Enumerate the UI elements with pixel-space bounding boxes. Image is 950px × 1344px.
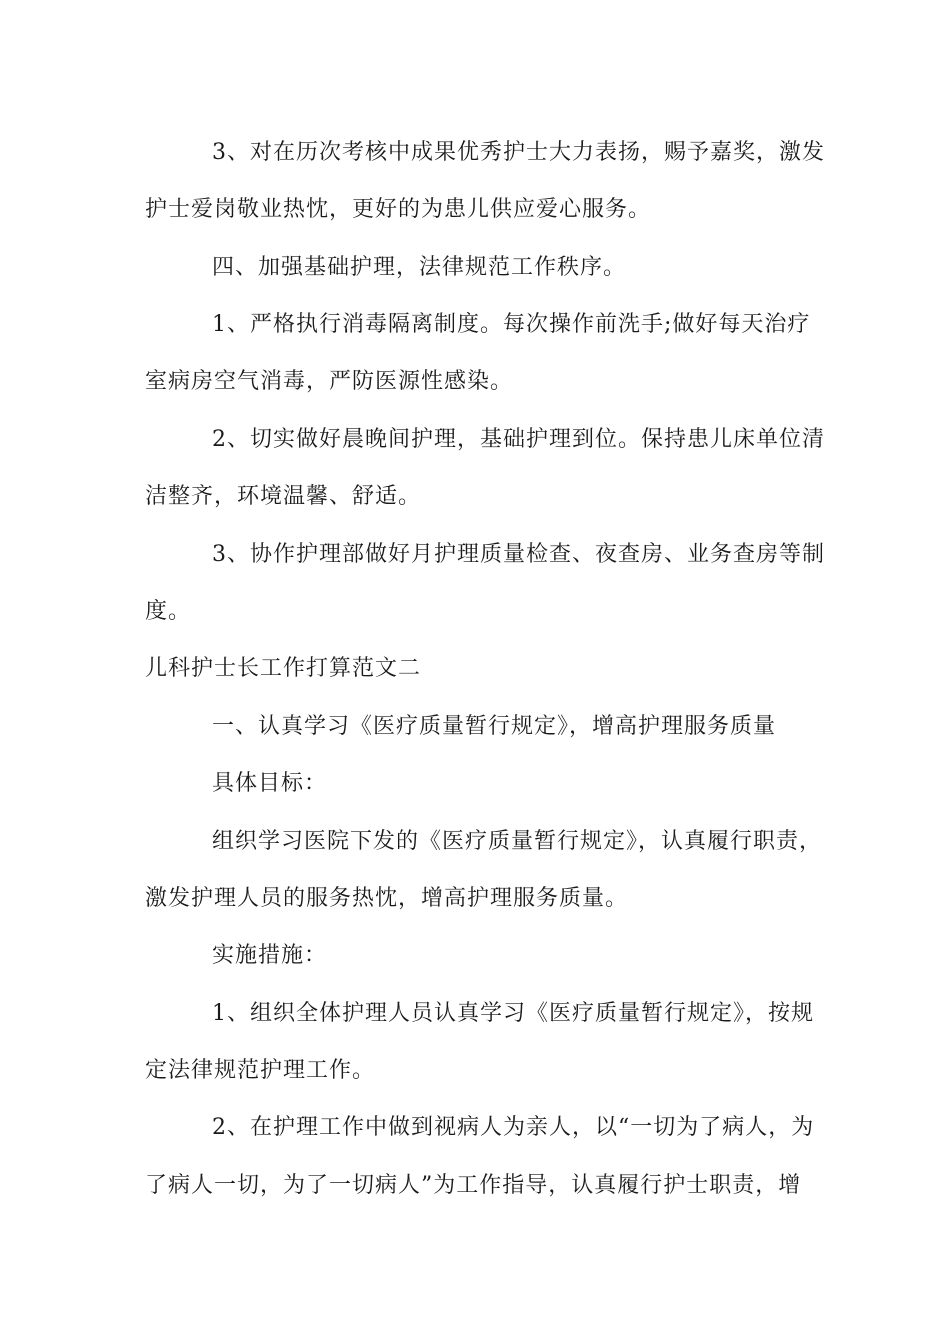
- paragraph-line: 3、对在历次考核中成果优秀护士大力表扬，赐予嘉奖，激发: [212, 140, 825, 165]
- section-heading: 四、加强基础护理，法律规范工作秩序。: [212, 255, 627, 280]
- document-subtitle: 儿科护士长工作打算范文二: [145, 656, 422, 681]
- paragraph-line: 组织学习医院下发的《医疗质量暂行规定》，认真履行职责，: [212, 829, 823, 854]
- paragraph-line: 1、组织全体护理人员认真学习《医疗质量暂行规定》，按规: [212, 1001, 814, 1026]
- paragraph-line: 度。: [145, 599, 192, 624]
- paragraph-line: 室病房空气消毒，严防医源性感染。: [145, 369, 514, 394]
- section-heading: 一、认真学习《医疗质量暂行规定》，增高护理服务质量: [212, 714, 777, 739]
- paragraph-line: 具体目标：: [212, 771, 328, 796]
- paragraph-line: 3、协作护理部做好月护理质量检查、夜查房、业务查房等制: [212, 542, 825, 567]
- paragraph-line: 实施措施：: [212, 943, 328, 968]
- paragraph-line: 定法律规范护理工作。: [145, 1058, 376, 1083]
- paragraph-line: 洁整齐，环境温馨、舒适。: [145, 484, 422, 509]
- paragraph-line: 了病人一切，为了一切病人”为工作指导，认真履行护士职责，增: [145, 1173, 802, 1198]
- paragraph-line: 2、切实做好晨晚间护理，基础护理到位。保持患儿床单位清: [212, 427, 825, 452]
- paragraph-line: 1、严格执行消毒隔离制度。每次操作前洗手;做好每天治疗: [212, 312, 811, 337]
- paragraph-line: 护士爱岗敬业热忱，更好的为患儿供应爱心服务。: [145, 197, 652, 222]
- paragraph-line: 激发护理人员的服务热忱，增高护理服务质量。: [145, 886, 629, 911]
- paragraph-line: 2、在护理工作中做到视病人为亲人，以“一切为了病人，为: [212, 1115, 815, 1140]
